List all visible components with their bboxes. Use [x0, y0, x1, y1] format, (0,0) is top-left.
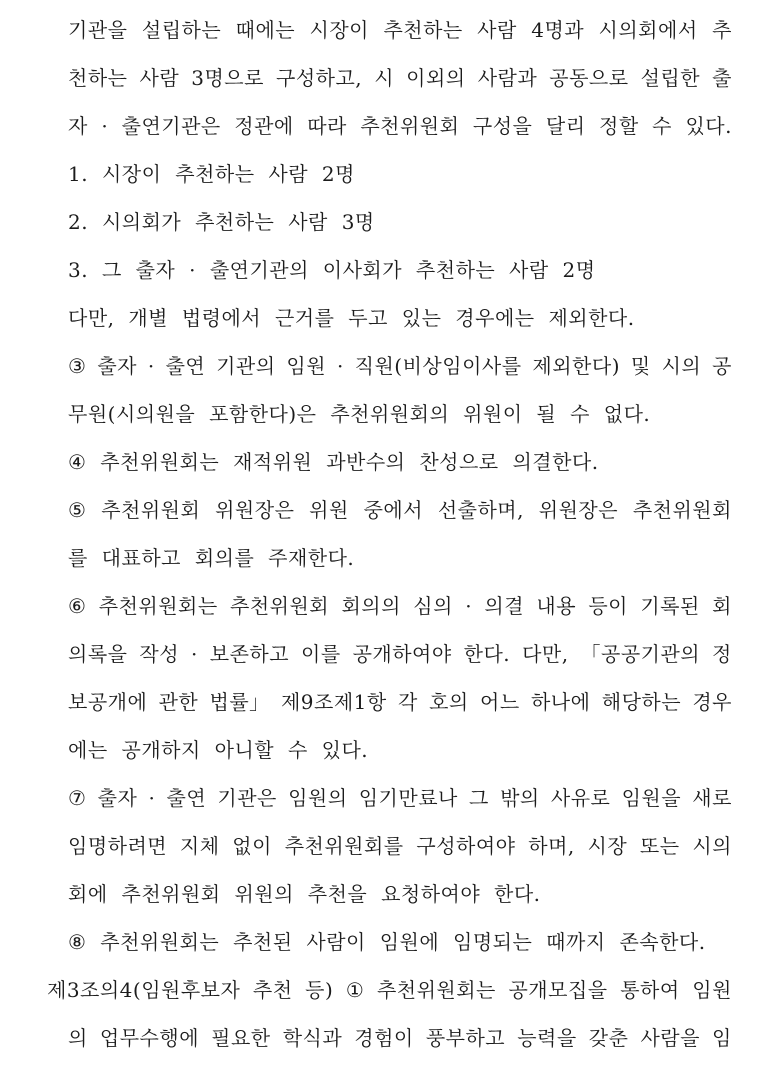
word: 때에는 — [235, 18, 296, 42]
word: 내용 — [536, 594, 577, 618]
word: 제9조제1항 — [280, 690, 387, 714]
word: 이를 — [301, 642, 341, 666]
word: 호의 — [429, 690, 469, 714]
word: 따라 — [307, 114, 347, 138]
word: 설립하는 — [141, 18, 222, 42]
word: 출연 — [166, 786, 207, 810]
word: 임명하려면 — [68, 834, 168, 858]
word: · — [101, 114, 109, 138]
word: 임원 — [286, 354, 327, 378]
text-line: 무원(시의원을 포함한다)은 추천위원회의 위원이 될 수 없다. — [68, 402, 651, 426]
word: 관한 — [158, 690, 199, 714]
word: 의 — [68, 1026, 88, 1050]
text-line — [68, 582, 732, 630]
word: · — [148, 786, 156, 810]
word: 없이 — [232, 834, 272, 858]
word: 제외한다) — [532, 354, 621, 378]
word: 설립한 — [640, 66, 701, 90]
word: 한다. — [463, 642, 511, 666]
word: 보공개에 — [68, 690, 148, 714]
word: 경험이 — [354, 1026, 414, 1050]
word: 새로 — [692, 786, 732, 810]
word: 의결 — [484, 594, 525, 618]
word: 3명으로 — [191, 66, 264, 90]
word: 하나에 — [530, 690, 591, 714]
word: 임원의 — [288, 786, 348, 810]
word: 심의 — [413, 594, 453, 618]
word: ③ — [68, 354, 87, 378]
word: 등이 — [588, 594, 628, 618]
word: 갖춘 — [588, 1026, 629, 1050]
word: 시의 — [661, 354, 702, 378]
word: 제3조의4(임원후보자 — [47, 978, 241, 1002]
word: 수 — [652, 114, 672, 138]
word: 회 — [712, 594, 732, 618]
word: 기관은 — [217, 786, 277, 810]
word: 기관을 — [68, 18, 128, 42]
document-text-block — [47, 6, 732, 1062]
text-line: 에는 공개하지 아니할 수 있다. — [68, 738, 369, 762]
word: 출 — [712, 66, 732, 90]
text-line: 3. 그 출자 · 출연기관의 이사회가 추천하는 사람 2명 — [68, 258, 596, 282]
word: 시장 — [587, 834, 628, 858]
word: 천하는 — [68, 66, 128, 90]
word: 추천하는 — [383, 18, 463, 42]
word: 위원장은 — [538, 498, 619, 522]
word: 추천위원회는 — [376, 978, 496, 1002]
word: 및 — [630, 354, 651, 378]
word: 공동으로 — [549, 66, 629, 90]
word: 사람 — [139, 66, 180, 90]
word: 정관에 — [234, 114, 294, 138]
word: 경우 — [692, 690, 732, 714]
word: 법률」 — [209, 690, 270, 714]
word: 4명과 — [531, 18, 585, 42]
word: 선출하며, — [437, 498, 524, 522]
word: 추천 — [252, 978, 293, 1002]
word: 추천위원회를 — [284, 834, 404, 858]
word: 출연기관은 — [121, 114, 221, 138]
word: 공 — [712, 354, 732, 378]
word: 작성 — [139, 642, 180, 666]
text-line — [68, 486, 732, 534]
word: 사유로 — [550, 786, 611, 810]
word: 업무수행에 — [99, 1026, 200, 1050]
word: 지체 — [179, 834, 220, 858]
text-line — [68, 774, 732, 822]
word: 이외의 — [406, 66, 466, 90]
text-line — [68, 1014, 732, 1062]
text-line: 1. 시장이 추천하는 사람 2명 — [68, 162, 355, 186]
word: 정할 — [599, 114, 639, 138]
word: 또는 — [639, 834, 680, 858]
word: 하며, — [528, 834, 575, 858]
text-line: 회에 추천위원회 위원의 추천을 요청하여야 한다. — [68, 882, 541, 906]
word: 출자 — [97, 354, 137, 378]
text-line — [68, 678, 732, 726]
word: 공개모집을 — [508, 978, 608, 1002]
word: 사람을 — [640, 1026, 700, 1050]
word: 해당하는 — [601, 690, 682, 714]
word: 임원 — [692, 978, 732, 1002]
word: 각 — [397, 690, 418, 714]
word: 어느 — [480, 690, 520, 714]
word: 시 — [374, 66, 395, 90]
word: 추천위원회 — [101, 498, 201, 522]
word: · — [147, 354, 155, 378]
word: 시의 — [692, 834, 732, 858]
word: 출연 — [165, 354, 206, 378]
word: 시의회에서 — [598, 18, 698, 42]
word: 임원을 — [621, 786, 682, 810]
word: 필요한 — [211, 1026, 271, 1050]
word: 출자 — [97, 786, 138, 810]
text-line — [68, 342, 732, 390]
word: 추천위원회는 — [98, 594, 218, 618]
word: 임기만료나 — [358, 786, 458, 810]
word: ⑦ — [68, 786, 87, 810]
word: 임 — [712, 1026, 732, 1050]
word: 구성을 — [472, 114, 533, 138]
word: 있다. — [685, 114, 732, 138]
word: 기록된 — [640, 594, 700, 618]
text-line — [68, 822, 732, 870]
word: 회의의 — [341, 594, 401, 618]
word: · — [465, 594, 473, 618]
text-line — [68, 102, 732, 150]
word: 사람과 — [477, 66, 538, 90]
word: 능력을 — [517, 1026, 577, 1050]
word: 밖의 — [500, 786, 540, 810]
text-line: 를 대표하고 회의를 주재한다. — [68, 546, 355, 570]
text-line — [68, 6, 732, 54]
word: 추천위원회 — [632, 498, 732, 522]
word: 구성하여야 — [416, 834, 516, 858]
word: ① — [345, 978, 365, 1002]
word: 직원(비상임이사를 — [354, 354, 522, 378]
text-line — [47, 966, 732, 1014]
word: 위원장은 — [215, 498, 295, 522]
text-line: 2. 시의회가 추천하는 사람 3명 — [68, 210, 375, 234]
word: 구성하고, — [276, 66, 363, 90]
word: 보존하고 — [209, 642, 290, 666]
text-line — [68, 54, 732, 102]
word: 추천위원회 — [230, 594, 330, 618]
word: 위원 — [309, 498, 349, 522]
word: 통하여 — [620, 978, 680, 1002]
word: 달리 — [545, 114, 586, 138]
word: 중에서 — [363, 498, 424, 522]
word: 공개하여야 — [352, 642, 452, 666]
text-line: ⑧ 추천위원회는 추천된 사람이 임원에 임명되는 때까지 존속한다. — [68, 930, 706, 954]
word: 기관의 — [216, 354, 276, 378]
word: 「공공기관의 — [580, 642, 701, 666]
text-line — [68, 630, 732, 678]
word: 그 — [469, 786, 489, 810]
word: ⑥ — [68, 594, 87, 618]
word: 다만, — [522, 642, 569, 666]
word: 추 — [712, 18, 732, 42]
word: 학식과 — [282, 1026, 343, 1050]
word: 등) — [305, 978, 334, 1002]
word: 사람 — [477, 18, 517, 42]
word: · — [190, 642, 198, 666]
word: 시장이 — [309, 18, 369, 42]
word: 의록을 — [68, 642, 128, 666]
word: 자 — [68, 114, 88, 138]
text-line: ④ 추천위원회는 재적위원 과반수의 찬성으로 의결한다. — [68, 450, 599, 474]
word: · — [336, 354, 344, 378]
word: 정 — [712, 642, 732, 666]
text-line: 다만, 개별 법령에서 근거를 두고 있는 경우에는 제외한다. — [68, 306, 635, 330]
word: ⑤ — [68, 498, 87, 522]
word: 풍부하고 — [425, 1026, 506, 1050]
word: 추천위원회 — [360, 114, 460, 138]
